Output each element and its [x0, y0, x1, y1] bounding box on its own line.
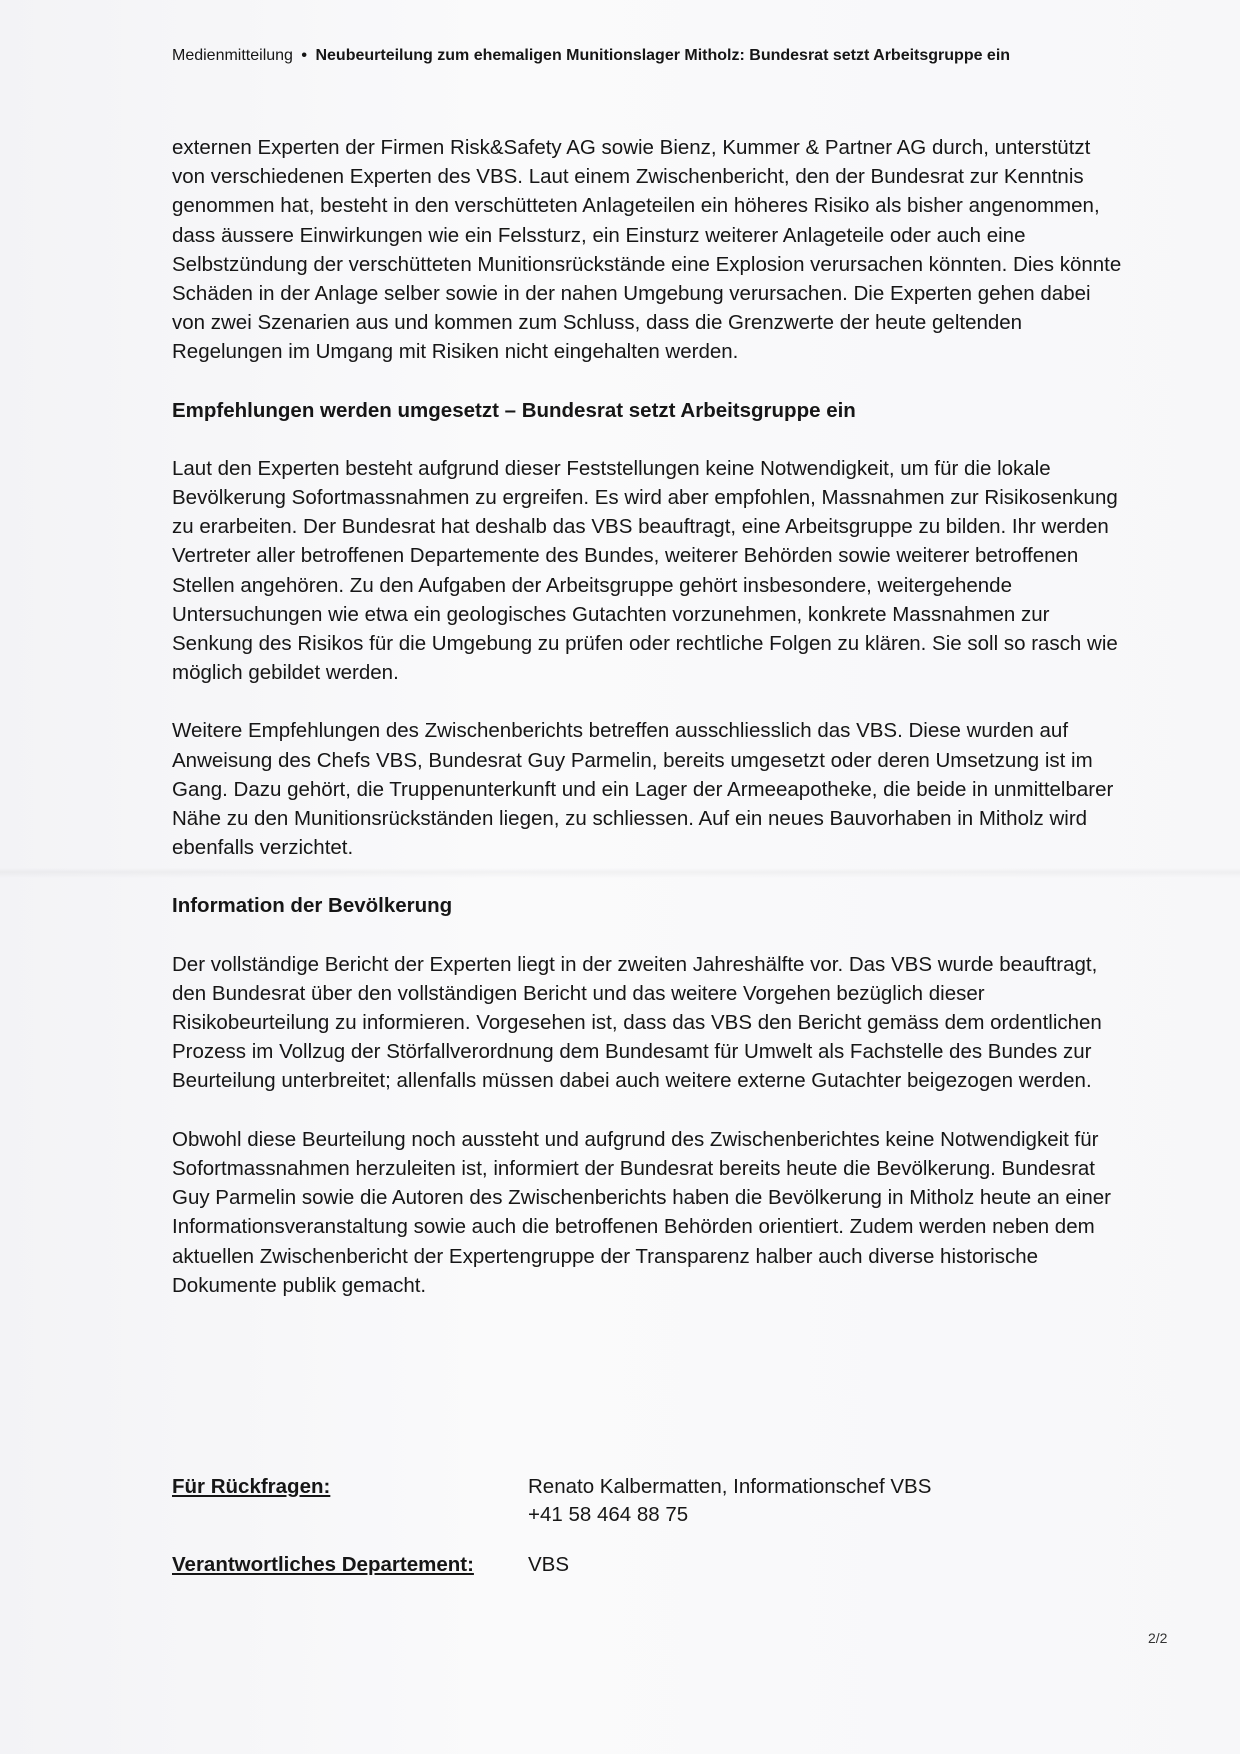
contact-block	[172, 1473, 1072, 1601]
questions-label: Für Rückfragen:	[172, 1475, 331, 1498]
contact-phone: +41 58 464 88 75	[528, 1503, 689, 1526]
paragraph-5: Obwohl diese Beurteilung noch aussteht und aufgrund des Zwischenberichtes keine Notwendigkeit für Sofortmassnahmen herzuleiten ist, informiert der Bundesrat bereits heute die Bevölkerung. Bundesrat Guy Parmelin sowie die Autoren des Zwischenberichts haben die Bevölkerung in Mitholz heute an einer Informationsveranstaltung sowie auch die betroffenen Behörden orientiert. Zudem werden neben dem aktuellen Zwischenbericht der Expertengruppe der Transparenz halber auch diverse historische Dokumente publik gemacht.	[172, 1127, 1111, 1297]
document-body	[172, 133, 1122, 1329]
section-heading-information: Information der Bevölkerung	[172, 894, 453, 918]
paragraph-1: externen Experten der Firmen Risk&Safety AG sowie Bienz, Kummer & Partner AG durch, unterstützt von verschiedenen Experten des VBS. Laut einem Zwischenbericht, den der Bundesrat zur Kenntnis genommen hat, besteht in den verschütteten Anlageteilen ein höheres Risiko als bisher angenommen, dass äussere Einwirkungen wie ein Felssturz, ein Einsturz weiterer Anlageteile oder auch eine Selbstzündung der verschütteten Munitionsrückstände eine Explosion verursachen könnten. Dies könnte Schäden in der Anlage selber sowie in der nahen Umgebung verursachen. Die Experten gehen dabei von zwei Szenarien aus und kommen zum Schluss, dass die Grenzwerte der heute geltenden Regelungen im Umgang mit Risiken nicht eingehalten werden.	[172, 136, 1122, 364]
page-number: 2/2	[1148, 1630, 1168, 1646]
header-bullet: •	[301, 47, 308, 64]
paragraph-2: Laut den Experten besteht aufgrund dieser Feststellungen keine Notwendigkeit, um für die lokale Bevölkerung Sofortmassnahmen zu ergreifen. Es wird aber empfohlen, Massnahmen zur Risikosenkung zu erarbeiten. Der Bundesrat hat deshalb das VBS beauftragt, eine Arbeitsgruppe zu bilden. Ihr werden Vertreter aller betroffenen Departemente des Bundes, weiterer Behörden sowie weiterer betroffenen Stellen angehören. Zu den Aufgaben der Arbeitsgruppe gehört insbesondere, weitergehende Untersuchungen wie etwa ein geologisches Gutachten vorzunehmen, konkrete Massnahmen zur Senkung des Risikos für die Umgebung zu prüfen oder rechtliche Folgen zu klären. Sie soll so rasch wie möglich gebildet werden.	[172, 456, 1118, 685]
header-title: Neubeurteilung zum ehemaligen Munitionslager Mitholz: Bundesrat setzt Arbeitsgruppe ein	[315, 47, 1011, 64]
department-label: Verantwortliches Departement:	[172, 1553, 474, 1576]
section-heading-recommendations: Empfehlungen werden umgesetzt – Bundesrat setzt Arbeitsgruppe ein	[172, 398, 856, 422]
paragraph-4: Der vollständige Bericht der Experten liegt in der zweiten Jahreshälfte vor. Das VBS wurde beauftragt, den Bundesrat über den vollständigen Bericht und das weitere Vorgehen bezüglich dieser Risikobeurteilung zu informieren. Vorgesehen ist, dass das VBS den Bericht gemäss dem ordentlichen Prozess im Vollzug der Störfallverordnung dem Bundesamt für Umwelt als Fachstelle des Bundes zur Beurteilung unterbreitet; allenfalls müssen dabei auch weitere externe Gutachter beigezogen werden.	[172, 952, 1102, 1093]
header-label: Medienmitteilung	[172, 47, 293, 64]
questions-value	[528, 1473, 931, 1529]
document-header	[172, 45, 1132, 67]
contact-department-row	[172, 1551, 1072, 1579]
paragraph-3: Weitere Empfehlungen des Zwischenberichts betreffen ausschliesslich das VBS. Diese wurden auf Anweisung des Chefs VBS, Bundesrat Guy Parmelin, bereits umgesetzt oder deren Umsetzung ist im Gang. Dazu gehört, die Truppenunterkunft und ein Lager der Armeeapotheke, die beide in unmittelbarer Nähe zu den Munitionsrückständen liegen, zu schliessen. Auf ein neues Bauvorhaben in Mitholz wird ebenfalls verzichtet.	[172, 719, 1114, 860]
contact-questions-row	[172, 1473, 1072, 1529]
department-value: VBS	[528, 1553, 570, 1576]
contact-name: Renato Kalbermatten, Informationschef VBS	[528, 1475, 932, 1498]
